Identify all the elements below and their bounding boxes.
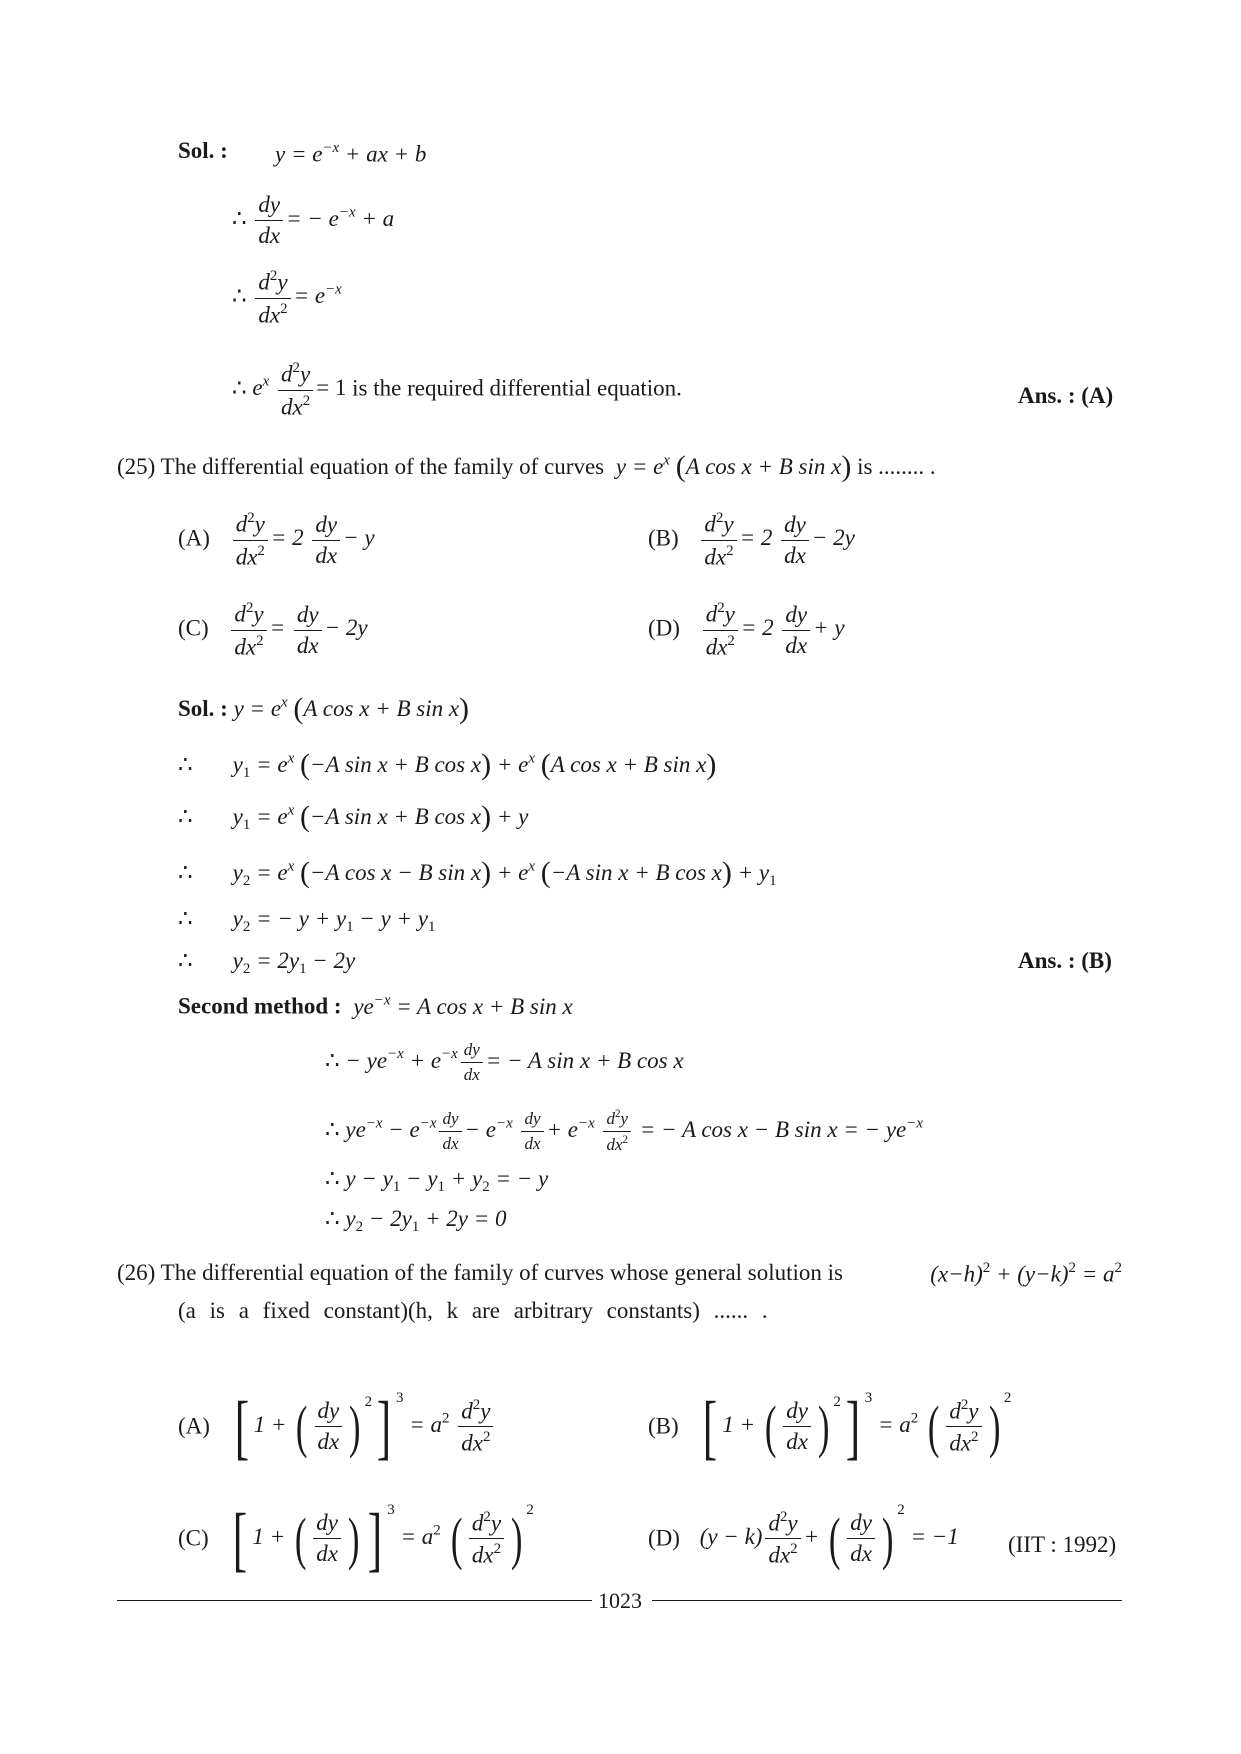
sm-line2: ∴ $ye^{-x} - e^{-x}$ $\frac{dy}{dx}$ − $e^{-x}$ $\frac{dy}{dx}$ + $e^{-x}$ $\frac{d^2y}{dx^2}$ = − A cos x − B sin x = − $ye^{-x}$ — [325, 1108, 923, 1155]
answer-b: Ans. : (B) — [1018, 948, 1112, 973]
answer-a: Ans. : (A) — [1018, 383, 1114, 408]
question-25: (25) The differential equation of the family of curves $y = e^x$ (A cos x + B sin x) is ........ . — [117, 450, 936, 483]
question-tail: is ........ . — [857, 454, 936, 479]
sol2-line2: ∴ $y_1 = e^x$ (−A sin x + B cos x) + y — [178, 800, 529, 834]
option-d: (D) $\frac{d^2y}{dx^2}$ = 2 $\frac{dy}{dx}$ + y — [648, 600, 845, 660]
q26-option-c: (C) [ 1 + ( $\frac{dy}{dx}$ ) ] $^3 = a^2$ ( $\frac{d^2y}{dx^2}$ ) $^2$ — [178, 1498, 534, 1579]
sol2-line3: ∴ $y_2 = e^x$ (−A cos x − B $\sin x) + e^x$ (−A sin x + B $\cos x) + y_1$ — [178, 856, 777, 890]
equation-final: ∴ $e^x$ $\frac{d^2y}{dx^2}$ = 1 is the required differential equation. — [232, 360, 682, 420]
sm-line3: ∴ $y - y_1 - y_1 + y_2$ = − y — [325, 1166, 549, 1196]
sol2-line4: ∴ $y_2$ = − $y + y_1 - y + y_1$ — [178, 906, 436, 936]
equation-dy: ∴ $\frac{dy}{dx}$ = − $e^{-x} + a$ — [232, 192, 395, 248]
question-text: The differential equation of the family of curves — [160, 454, 605, 479]
sol2-line5: ∴ $y_2 = 2y_1 - 2y$ — [178, 948, 356, 978]
question-number-26: (26) — [117, 1260, 156, 1285]
sol-label: Sol. : — [178, 138, 228, 163]
equation-y: $y = e^{-x}$ + ax + b — [275, 140, 427, 167]
sol2-line0: Sol. : $y = e^x$ (A cos x + B sin x) — [178, 692, 470, 725]
page-number: 1023 — [598, 1588, 642, 1613]
question-number: (25) — [117, 454, 156, 479]
sol2-line1: ∴ $y_1 = e^x$ (−A sin x + B $\cos x) + e^x$ (A cos x + B sin x) — [178, 748, 717, 782]
conclusion-text: is the required differential equation. — [352, 375, 682, 401]
option-b: (B) $\frac{d^2y}{dx^2}$ = 2 $\frac{dy}{dx}$ − 2y — [648, 510, 855, 570]
sm-line4: ∴ $y_2 - 2y_1 + 2y = 0$ — [325, 1206, 507, 1236]
option-c: (C) $\frac{d^2y}{dx^2}$ = $\frac{dy}{dx}$ − 2y — [178, 600, 368, 660]
sm-line1: ∴ − $ye^{-x} + e^{-x}$ $\frac{dy}{dx}$ = − A sin x + B cos x — [325, 1040, 684, 1084]
equation-d2y: ∴ $\frac{d^2y}{dx^2}$ = $e^{-x}$ — [232, 268, 342, 328]
option-a: (A) $\frac{d^2y}{dx^2}$ = 2 $\frac{dy}{dx}$ − y — [178, 510, 375, 570]
q26-option-d: (D) (y − k) $\frac{d^2y}{dx^2}$ + ( $\frac{dy}{dx}$ ) $^2$ = −1 — [648, 1502, 959, 1571]
question-26-line2: (a is a fixed constant)(h, k are arbitrary constants) ...... . — [178, 1298, 768, 1323]
footer-rule-left — [117, 1600, 592, 1601]
second-method: Second method : $ye^{-x} = A$ cos x + B sin x — [178, 992, 573, 1019]
q26-option-b: (B) [ 1 + ( $\frac{dy}{dx}$ ) $^2$] $^3 = a^2$ ( $\frac{d^2y}{dx^2}$ ) $^2$ — [648, 1386, 1012, 1467]
q26-option-a: (A) [ 1 + ( $\frac{dy}{dx}$ ) $^2$] $^3 = a^2$ $\frac{d^2y}{dx^2}$ — [178, 1390, 496, 1463]
source-tag: (IIT : 1992) — [1008, 1532, 1117, 1557]
question-text-26: The differential equation of the family of curves whose general solution is — [160, 1260, 844, 1285]
question-26: (26) The differential equation of the family of curves whose general solution is $(x-h)^2 + (y-k)^2 = a^2$ — [117, 1260, 1122, 1287]
footer-rule-right — [652, 1600, 1122, 1601]
